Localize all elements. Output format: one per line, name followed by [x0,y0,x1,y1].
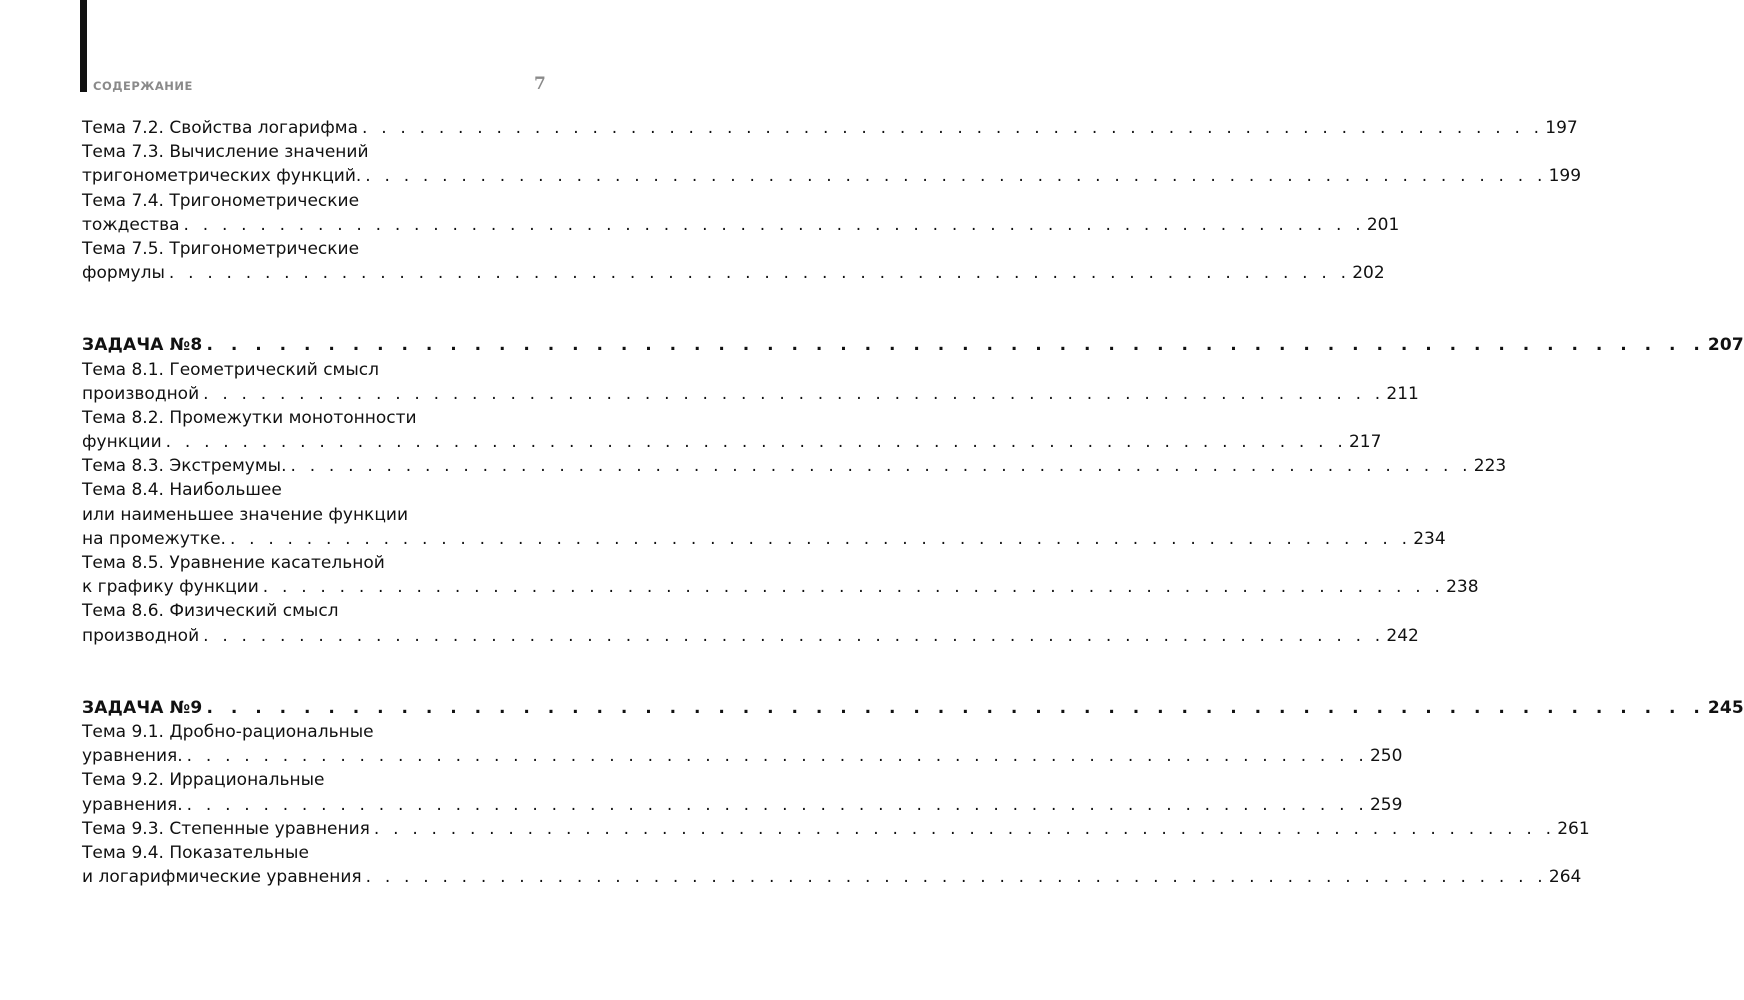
toc-entry-title-line: Тема 8.2. Промежутки монотонности [82,407,417,428]
dot-leader: . . . . . . . . . . . . . . . . . . . . . . . . . . . . . . . . . . . . . . . . . . . . . . . . . . . . . . . . . . . . . . [206,697,1706,718]
dot-leader: . . . . . . . . . . . . . . . . . . . . . . . . . . . . . . . . . . . . . . . . . . . . . . . . . . . . . . . . . . . . . . [206,335,1706,356]
toc-entry-page: 201 [1366,214,1400,235]
dot-leader: . . . . . . . . . . . . . . . . . . . . . . . . . . . . . . . . . . . . . . . . . . . . . . . . . . . . . . . . . . . . . . [203,383,1385,404]
toc-entry[interactable] [82,817,1590,841]
dot-leader: . . . . . . . . . . . . . . . . . . . . . . . . . . . . . . . . . . . . . . . . . . . . . . . . . . . . . . . . . . . . . . [229,528,1412,549]
toc-entry-title-line: Тема 7.5. Тригонометрические [82,238,360,259]
toc-entry-title: тригонометрических функций. [82,166,362,187]
toc-entry-page: 202 [1352,263,1385,284]
toc-entry-title-line: Тема 7.4. Тригонометрические [82,190,360,211]
page-number: 7 [534,74,546,94]
toc-entry-title: к графику функции [82,577,259,598]
toc-entry-title-line: Тема 8.4. Наибольшее [82,480,282,501]
toc-entry-last-line [82,527,1446,551]
toc-entry-last-line [82,261,1385,285]
dot-leader: . . . . . . . . . . . . . . . . . . . . . . . . . . . . . . . . . . . . . . . . . . . . . . . . . . . . . . . . . . . . . . [203,625,1385,646]
toc-entry-title: функции [82,432,162,453]
toc-entry[interactable] [82,358,1419,406]
toc-entry[interactable] [82,189,1400,237]
toc-entry[interactable] [82,140,1582,188]
toc-entry-page: 199 [1548,166,1582,187]
toc-entry-last-line [82,575,1479,599]
toc-entry-page: 242 [1386,625,1419,646]
toc-entry-title: Тема 7.2. Свойства логарифма [82,118,358,138]
toc-entry-page: 223 [1473,456,1507,477]
toc-entry-title: на промежутке. [82,528,226,549]
dot-leader: . . . . . . . . . . . . . . . . . . . . . . . . . . . . . . . . . . . . . . . . . . . . . . . . . . . . . . . . . . . . . . [168,263,1351,284]
toc-entry-title: и логарифмические уравнения [82,867,362,888]
toc-entry-last-line [82,382,1419,406]
toc-entry-last-line [82,793,1403,817]
toc-entry-page: 261 [1557,818,1590,839]
toc-entry-title-line: Тема 8.6. Физический смысл [82,601,339,622]
toc-entry-title: Тема 8.3. Экстремумы. [82,456,287,477]
toc-entry-title-line: Тема 9.2. Иррациональные [82,770,325,791]
toc-section [82,696,1744,890]
toc-entry-title-line: Тема 7.3. Вычисление значений [82,142,369,163]
toc-entry-last-line [82,624,1419,648]
toc-entry-last-line [82,817,1590,841]
toc-entry-title: Тема 9.3. Степенные уравнения [82,818,370,839]
toc-entry-page: 238 [1446,577,1479,598]
toc-section [82,333,1744,647]
running-head: СОДЕРЖАНИЕ [93,79,193,93]
task-heading-title: ЗАДАЧА №8 [82,335,203,356]
toc-entry-title: формулы [82,263,165,284]
toc-entry-title: производной [82,383,200,404]
toc-entry[interactable] [82,406,1382,454]
dot-leader: . . . . . . . . . . . . . . . . . . . . . . . . . . . . . . . . . . . . . . . . . . . . . . . . . . . . . . . . . . . . . . [365,166,1547,187]
task-heading-page: 207 [1707,335,1744,356]
toc-entry-last-line [82,744,1403,768]
dot-leader: . . . . . . . . . . . . . . . . . . . . . . . . . . . . . . . . . . . . . . . . . . . . . . . . . . . . . . . . . . . . . . [373,818,1556,839]
dot-leader: . . . . . . . . . . . . . . . . . . . . . . . . . . . . . . . . . . . . . . . . . . . . . . . . . . . . . . . . . . . . . . [262,577,1445,598]
task-heading-page: 245 [1707,697,1744,718]
dot-leader: . . . . . . . . . . . . . . . . . . . . . . . . . . . . . . . . . . . . . . . . . . . . . . . . . . . . . . . . . . . . . . [290,456,1472,477]
toc-entry[interactable] [82,454,1507,478]
toc-entry-last-line [82,454,1507,478]
dot-leader: . . . . . . . . . . . . . . . . . . . . . . . . . . . . . . . . . . . . . . . . . . . . . . . . . . . . . . . . . . . . . . [365,867,1547,888]
toc-entry-page: 250 [1369,746,1403,767]
toc-entry-title-line: Тема 9.4. Показательные [82,842,309,863]
toc-entry[interactable] [82,720,1403,768]
toc-entry[interactable] [82,599,1419,647]
toc-entry-last-line [82,865,1582,889]
dot-leader: . . . . . . . . . . . . . . . . . . . . . . . . . . . . . . . . . . . . . . . . . . . . . . . . . . . . . . . . . . . . . . [165,432,1347,453]
toc-entry[interactable] [82,768,1403,816]
toc-entry-last-line [82,164,1582,188]
toc-entry-last-line [82,116,1578,140]
toc-entry-page: 211 [1386,383,1419,404]
toc-entry-last-line [82,430,1382,454]
toc-entry-title: тождества [82,214,180,235]
table-of-contents [82,116,1744,889]
toc-entry-page: 217 [1348,432,1382,453]
dot-leader: . . . . . . . . . . . . . . . . . . . . . . . . . . . . . . . . . . . . . . . . . . . . . . . . . . . . . . . . . . . . . . [183,214,1365,235]
toc-entry[interactable] [82,478,1446,551]
dot-leader: . . . . . . . . . . . . . . . . . . . . . . . . . . . . . . . . . . . . . . . . . . . . . . . . . . . . . . . . . . . . . . [362,118,1544,138]
toc-entry-title: уравнения. [82,746,183,767]
toc-entry[interactable] [82,237,1385,285]
toc-entry-page: 259 [1369,794,1403,815]
toc-section [82,116,1582,285]
toc-entry-last-line [82,213,1400,237]
toc-entry-page: 264 [1548,867,1582,888]
toc-entry-title-line: или наименьшее значение функции [82,504,408,525]
toc-entry-title-line: Тема 8.5. Уравнение касательной [82,553,385,573]
dot-leader: . . . . . . . . . . . . . . . . . . . . . . . . . . . . . . . . . . . . . . . . . . . . . . . . . . . . . . . . . . . . . . [186,794,1368,815]
toc-entry-page: 234 [1413,528,1446,549]
task-heading-title: ЗАДАЧА №9 [82,697,203,718]
toc-entry-title: производной [82,625,200,646]
task-heading[interactable] [82,696,1744,720]
toc-entry-title-line: Тема 9.1. Дробно-рациональные [82,721,374,742]
dot-leader: . . . . . . . . . . . . . . . . . . . . . . . . . . . . . . . . . . . . . . . . . . . . . . . . . . . . . . . . . . . . . . [186,746,1368,767]
task-heading[interactable] [82,333,1744,357]
toc-entry[interactable] [82,551,1479,599]
toc-entry-title: уравнения. [82,794,183,815]
toc-entry[interactable] [82,116,1578,140]
toc-entry-title-line: Тема 8.1. Геометрический смысл [82,359,380,380]
page-edge-bar [80,0,87,92]
toc-entry[interactable] [82,841,1582,889]
toc-entry-page: 197 [1545,118,1578,138]
